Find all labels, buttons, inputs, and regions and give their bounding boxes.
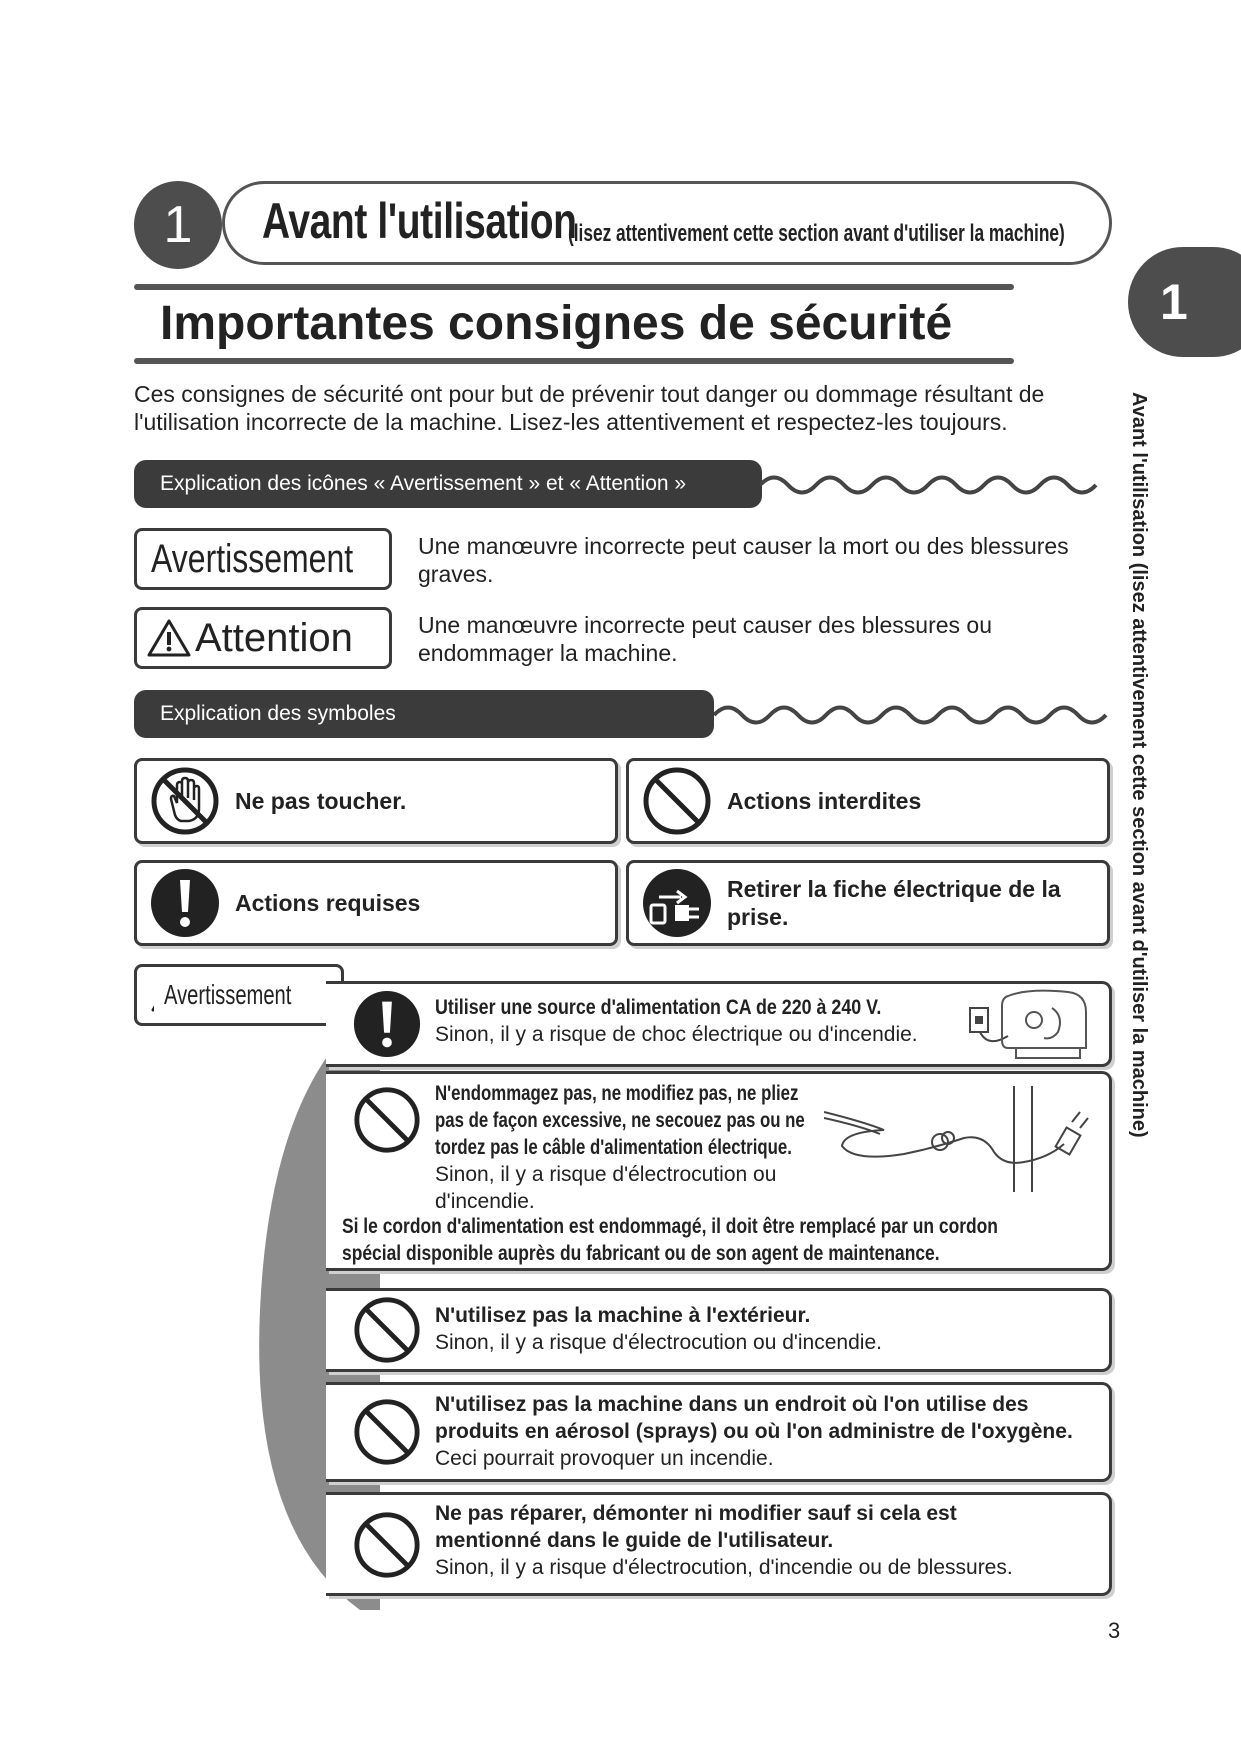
attention-description: Une manœuvre incorrecte peut causer des blessures ou endommager la machine. [418,612,993,666]
warning-repair-text: Ne pas réparer, démonter ni modifier sauf si cela est mentionné dans le guide de l'utilisateur. Sinon, il y a risque d'électrocution, d'incendie ou de blessures. [435,1502,1013,1579]
attention-label: Attention [195,615,353,660]
icons-explanation-bar: Explication des icônes « Avertissement » et « Attention » [134,460,762,508]
no-touch-icon [149,765,221,837]
wave-decoration [714,700,1110,730]
section-rule-bottom [134,358,1014,364]
warning-aerosol-text: N'utilisez pas la machine dans un endroit où l'on utilise des produits en aérosol (sprays) ou où l'on administre de l'oxygène. Ceci pourrait provoquer un incendie. [435,1393,1073,1470]
section-intro: Ces consignes de sécurité ont pour but de prévenir tout danger ou dommage résultant de l'utilisation incorrecte de la machine. Lisez-les attentivement et respectez-les toujours. [134,381,1045,435]
prohibited-icon [352,1085,422,1155]
symbol-mandatory [134,860,618,946]
warning-outdoor-text: N'utilisez pas la machine à l'extérieur. Sinon, il y a risque d'électrocution ou d'incendie. [435,1304,882,1354]
symbol-mandatory-label: Actions requises [235,890,421,916]
mandatory-icon [352,989,422,1059]
avertissement-description: Une manœuvre incorrecte peut causer la mort ou des blessures graves. [418,533,1069,587]
warning-power-cable-text: N'endommagez pas, ne modifiez pas, ne pliez pas de façon excessive, ne secouez pas ou ne tordez pas le câble d'alimentation électrique. Sinon, il y a risque d'électrocution ou d'incendie. [435,1082,805,1213]
section-title: Importantes consignes de sécurité [160,297,953,350]
warning-section-label-text: Avertissement [164,979,292,1010]
damaged-cable-illustration [824,1082,1094,1200]
symbol-unplug-label: Retirer la fiche électrique de la prise. [727,876,1061,930]
warning-power-supply-text: Utiliser une source d'alimentation CA de 220 à 240 V. Sinon, il y a risque de choc électrique ou d'incendie. [435,996,918,1046]
prohibited-icon [352,1397,422,1467]
section-rule-top [134,284,1014,290]
symbol-no-touch [134,758,618,844]
symbols-explanation-bar: Explication des symboles [134,690,714,738]
attention-label-box [134,607,392,669]
avertissement-label-box [134,528,392,590]
chapter-subtitle: (lisez attentivement cette section avant d'utiliser la machine) [568,220,1065,247]
prohibited-icon [352,1510,422,1580]
warning-triangle-icon [151,977,154,1013]
unplug-icon [641,867,713,939]
symbol-prohibited-label: Actions interdites [727,788,922,814]
mandatory-icon [149,867,221,939]
side-chapter-text: Avant l'utilisation (lisez attentivement cette section avant d'utiliser la machine) [1128,392,1150,1138]
sewing-machine-plug-illustration [968,988,1096,1062]
warning-power-cable-replacement: Si le cordon d'alimentation est endommagé, il doit être remplacé par un cordon spécial disponible auprès du fabricant ou de son agent de maintenance. [342,1215,998,1265]
prohibited-icon [641,765,713,837]
symbol-no-touch-label: Ne pas toucher. [235,788,407,814]
prohibited-icon [352,1295,422,1365]
warning-section-label [134,964,344,1026]
symbol-prohibited [626,758,1110,844]
symbol-unplug [626,860,1110,946]
page-number: 3 [1108,1618,1121,1643]
chapter-title: Avant l'utilisation [262,193,577,249]
warning-triangle-icon [147,618,191,658]
side-chapter-tab: 1 [1128,247,1241,357]
avertissement-label: Avertissement [151,536,354,581]
wave-decoration [760,470,1110,500]
chapter-number-badge: 1 [134,181,222,269]
